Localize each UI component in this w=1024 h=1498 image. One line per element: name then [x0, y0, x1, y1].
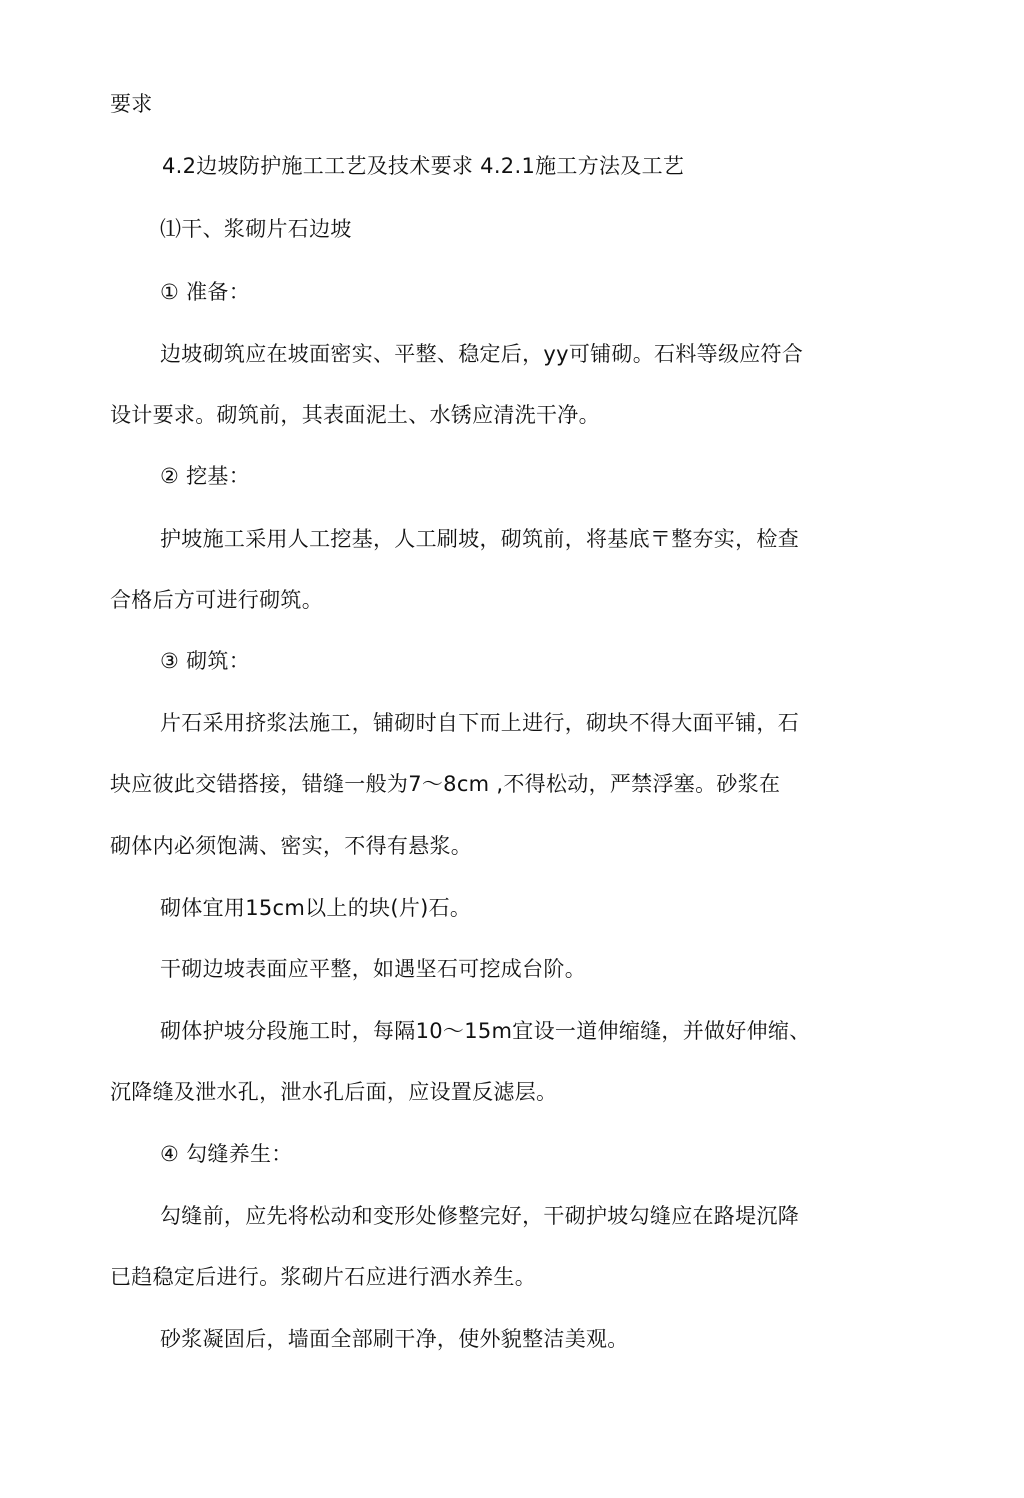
- text-line: 要求: [110, 92, 153, 116]
- text-line: 块应彼此交错搭接，错缝一般为7～8cm ,不得松动，严禁浮塞。砂浆在: [110, 772, 781, 796]
- step-heading: ① 准备：: [160, 280, 251, 304]
- text-line: 勾缝前，应先将松动和变形处修整完好，干砌护坡勾缝应在路堤沉降: [160, 1204, 799, 1228]
- text-line: 片石采用挤浆法施工，铺砌时自下而上进行，砌块不得大面平铺，石: [160, 711, 799, 735]
- text-line: 设计要求。砌筑前，其表面泥土、水锈应清洗干净。: [110, 403, 600, 427]
- subsection-heading: ⑴干、浆砌片石边坡: [160, 217, 352, 241]
- step-heading: ④ 勾缝养生：: [160, 1142, 293, 1166]
- text-line: 沉降缝及泄水孔，泄水孔后面，应设置反滤层。: [110, 1080, 558, 1104]
- step-heading: ③ 砌筑：: [160, 649, 251, 673]
- text-line: 合格后方可进行砌筑。: [110, 588, 323, 612]
- text-line: 砌体内必须饱满、密实，不得有悬浆。: [110, 834, 473, 858]
- text-line: 砌体护坡分段施工时，每隔10～15m宜设一道伸缩缝，并做好伸缩、: [160, 1019, 811, 1043]
- text-line: 边坡砌筑应在坡面密实、平整、稳定后，yy可铺砌。石料等级应符合: [160, 342, 804, 366]
- text-line: 已趋稳定后进行。浆砌片石应进行洒水养生。: [110, 1265, 536, 1289]
- text-line: 砌体宜用15cm以上的块(片)石。: [160, 896, 472, 920]
- text-line: 砂浆凝固后，墙面全部刷干净，使外貌整洁美观。: [160, 1327, 629, 1351]
- step-heading: ② 挖基：: [160, 464, 251, 488]
- text-line: 干砌边坡表面应平整，如遇坚石可挖成台阶。: [160, 957, 586, 981]
- text-line: 护坡施工采用人工挖基，人工刷坡，砌筑前，将基底〒整夯实，检查: [160, 527, 799, 551]
- section-heading: 4.2边坡防护施工工艺及技术要求 4.2.1施工方法及工艺: [162, 154, 685, 178]
